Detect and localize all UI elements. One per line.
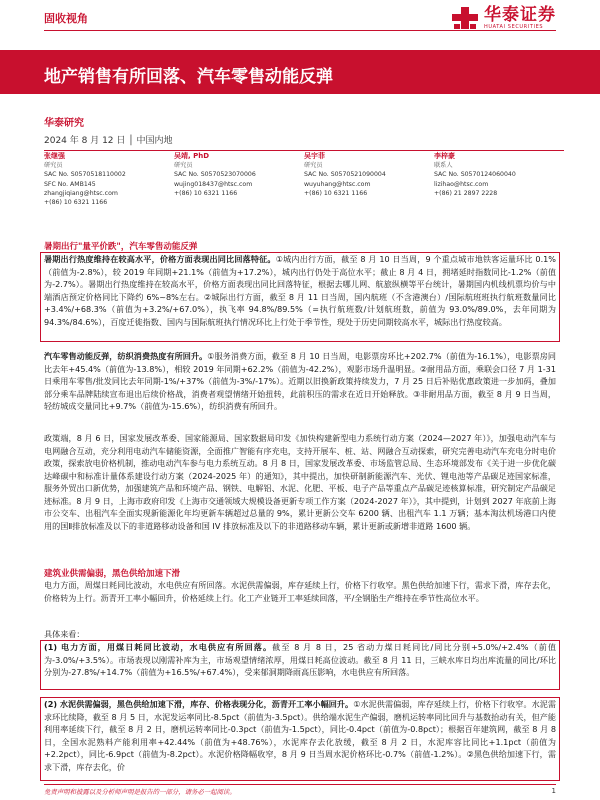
author-role: 联系人 [434, 162, 453, 170]
paragraph [44, 253, 556, 341]
author-role: 研究员 [174, 162, 193, 170]
author-detail: SFC No. AMB145 [44, 180, 96, 188]
paragraph-lead: 暑期出行热度维持在较高水平，价格方面表现出同比回落特征。 [44, 254, 276, 264]
paragraph-lead: 汽车零售动能反弹，纺织消费热度有所回升。 [44, 351, 208, 361]
paragraph-lead: (1) 电力方面，用煤日耗同比波动，水电供应有所回落。 [44, 642, 273, 652]
logo-name-en: HUATAI SECURITIES [484, 24, 544, 30]
brand-logo [452, 6, 556, 30]
author-card [434, 152, 564, 207]
section-heading: 建筑业供需偏弱，黑色供给加速下滑 [44, 569, 181, 579]
author-phone: +(86) 21 2897 2228 [434, 189, 498, 197]
author-name: 吴宇菲 [304, 152, 325, 160]
author-phone: +(86) 10 6321 1166 [174, 189, 238, 197]
author-detail: SAC No. S0570523070006 [174, 171, 256, 179]
paragraph-text: ①服务消费方面，截至 8 月 10 日当周，电影票房环比+202.7%（前值为-16.1%），电影票房同比去年+45.4%（前值为-13.8%），相较 2019 年同期+62.2%（前值为-42.2%），观影市场升温明显。②耐用品方面，乘联会口径 7 月 1-31 日乘用车零售/批发同比去年同期-1%/+37%（前值为-3%/-17%）。近期以旧换新政策持续发力，7 月 25 日后补贴优惠政策进一步加码，叠加部分乘车品牌陆续宣布退出后续价格战，消费者观望情绪开始扭转，此前积压的需求在近日开始释放。③非耐用品方面，截至 8 月 9 日当周，轻纺城成交量同比+9.7%（前值为-15.6%），纺织消费有所回升。 [44, 351, 556, 411]
author-name: 吴靖, PhD [174, 152, 210, 160]
author-detail: SAC No. S0570124060040 [434, 171, 516, 179]
author-phone: +(86) 10 6321 1166 [44, 199, 108, 207]
paragraph: 电力方面，周煤日耗同比波动，水电供应有所回落。水泥供需偏弱，库存延续上行，价格下行收窄。黑色供给加速下行，需求下滑，库存去化，价格转为上行。沥青开工率小幅回升，价格延续上行。化工产业链开工率延续回落，平/全钢胎生产维持在季节性高位水平。 [44, 580, 556, 603]
author-top-divider [44, 150, 564, 151]
author-email[interactable]: wuyuhang@htsc.com [304, 180, 371, 188]
author-card [174, 152, 304, 207]
author-card [44, 152, 174, 207]
author-name: 李梓豪 [434, 152, 455, 160]
author-name: 张继强 [44, 152, 65, 160]
paragraph-lead: (2) 水泥供需偏弱，黑色供给加速下滑，库存、价格表现分化，沥青开工率小幅回升。 [44, 699, 354, 709]
paragraph [44, 350, 556, 426]
title-banner [0, 50, 600, 94]
detail-label: 具体来看： [44, 629, 85, 639]
author-email[interactable]: wujing018437@htsc.com [174, 180, 253, 188]
author-role: 研究员 [304, 162, 323, 170]
logo-icon [452, 7, 478, 29]
paragraph [44, 698, 556, 780]
paragraph-text: ①城内出行方面，截至 8 月 10 日当周，9 个重点城市地铁客运量环比 0.1%（前值为-2.8%），较 2019 年同期+21.1%（前值为+17.2%），城内出行仍处于高位水平；截止 8 月 4 日，拥堵延时指数同比-1.2%（前值为-2.7%）。暑期出行热度维持在较高水平，价格方面表现出同比回落特征，根据去哪儿网、航旅纵横等平台统计，暑期国内机线机票均价与中端酒店预定价格同比下降约 6%~8%左右。②城际出行方面，截至 8 月 11 日当周，国内航班（不含港澳台）/国际航班班执行航班数量同比+3.4%/+68.3%（前值为+3.2%/+67.0%），执飞率 94.8%/89.5%（=执行航班数/计划航班数，前值为 93.0%/89.0%，去年同期为 94.3%/84.6%），百度迁徙指数、国内与国际航班执行情况环比上行处于季节性，现处于历史同期较高水平，城际出行热度较高。 [44, 254, 556, 327]
paragraph [44, 641, 556, 689]
logo-name-cn: 华泰证券 [484, 5, 556, 25]
author-email[interactable]: lizihao@htsc.com [434, 180, 489, 188]
author-phone: +(86) 10 6321 1166 [304, 189, 368, 197]
section-heading: 暑期出行"量平价跌"，汽车零售动能反弹 [44, 242, 198, 252]
paragraph-text: 截至 8 月 8 日，25 省动力煤日耗同比/同比分别+5.0%/+2.4%（前值为-3.0%/+3.5%）。市场表现以刚需补库为主，市场观望情绪浓厚，用煤日耗高位波动。截至 8 月 11 日，三峡水库日均出库流量的同比/环比分别为-27.8%/+14.7%（前值为+16.5%/+67.4%），受来郁洞期降雨高压影响，水电供应有所回落。 [44, 642, 556, 677]
author-role: 研究员 [44, 162, 63, 170]
research-org: 华泰研究 [44, 118, 84, 129]
author-detail: SAC No. S0570518110002 [44, 171, 126, 179]
paragraph: 政策端，8 月 6 日，国家发展改革委、国家能源局、国家数据局印发《加快构建新型电力系统行动方案（2024—2027 年）》，加强电动汽车与电网融合互动，充分利用电动汽车储能资源，全面推广智能有序充电，支持开展车、桩、站、网融合互动探索，研究完善电动汽车充电分时电价政策，探索放电价格机制，推动电动汽车参与电力系统互动。8 月 8 日，国家发展改革委、市场监管总局、生态环境部发布《关于进一步优化碳达峰碳中和标准计量体系建设行动方案（2024-2025 年）的通知》，其中提出，加快研制新能源汽车、光伏、锂电池等产品碳足迹国家标准，服务外贸出口新优势，加强建筑产品和环境产品、钢铁、电解铝、水泥、化肥、平板、电子产品等重点产品碳足迹核算标准，研究制定产品碳足迹标准。8 月 9 日，上海市政府印发《上海市交通领域大规模设备更新专项工作方案（2024-2027 年）》，其中提到，计划到 2027 年底前上海市公交车、出租汽车全面实现新能源化年均更新车辆超过总量的 9%，累计更新公交车 6200 辆、出租汽车 1.1 万辆；基本淘汰机场港口内使用的国Ⅱ排放标准及以下的非道路移动设备和国 IV 排放标准及以下的非道路移动车辆，累计更新或新增非道路 1600 辆。 [44, 433, 556, 531]
author-detail: SAC No. S0570521090004 [304, 171, 386, 179]
report-date: 2024 年 8 月 12 日 │ 中国内地 [44, 136, 173, 146]
footer-disclaimer: 免责声明和披露以及分析师声明是报告的一部分，请务必一起阅读。 [44, 788, 236, 796]
author-list [44, 152, 564, 207]
author-email[interactable]: zhangjiqiang@htsc.com [44, 189, 118, 197]
report-title: 地产销售有所回落、汽车零售动能反弹 [44, 67, 333, 87]
paragraph-text: ①水泥供需偏弱，库存延续上行，价格下行收窄。水泥需求环比续降，截至 8 月 5 日，水泥发运率同比-8.5pct（前值为-3.5pct）。供给端水泥生产偏弱，磨机运转率同比回升与基数抬动有关，但产能利用率延续下行，截至 8 月 2 日，磨机运转率同比-0.3pct（前值为-1.5pct），同比-0.4pct（前值为-0.8pct）；根据百年建筑网，截至 8 月 8 日，全国水泥熟料产能利用率+42.44%（前值为+48.76%），水泥库存去化放缓，截至 8 月 2 日，水泥库容比同比+1.1pct（前值为+2.2pct），同比-6.9pct（前值为-8.2pct）。水泥价格降幅收窄，8 月 9 日当周水泥价格环比-0.7%（前值-1.2%）。②黑色供给加速下行，需求下滑，库存去化，价 [44, 699, 556, 772]
column-label: 固收视角 [44, 12, 88, 25]
footer-divider [44, 784, 556, 785]
header-divider [44, 30, 556, 31]
author-card [304, 152, 434, 207]
page-number: 1 [551, 787, 556, 795]
